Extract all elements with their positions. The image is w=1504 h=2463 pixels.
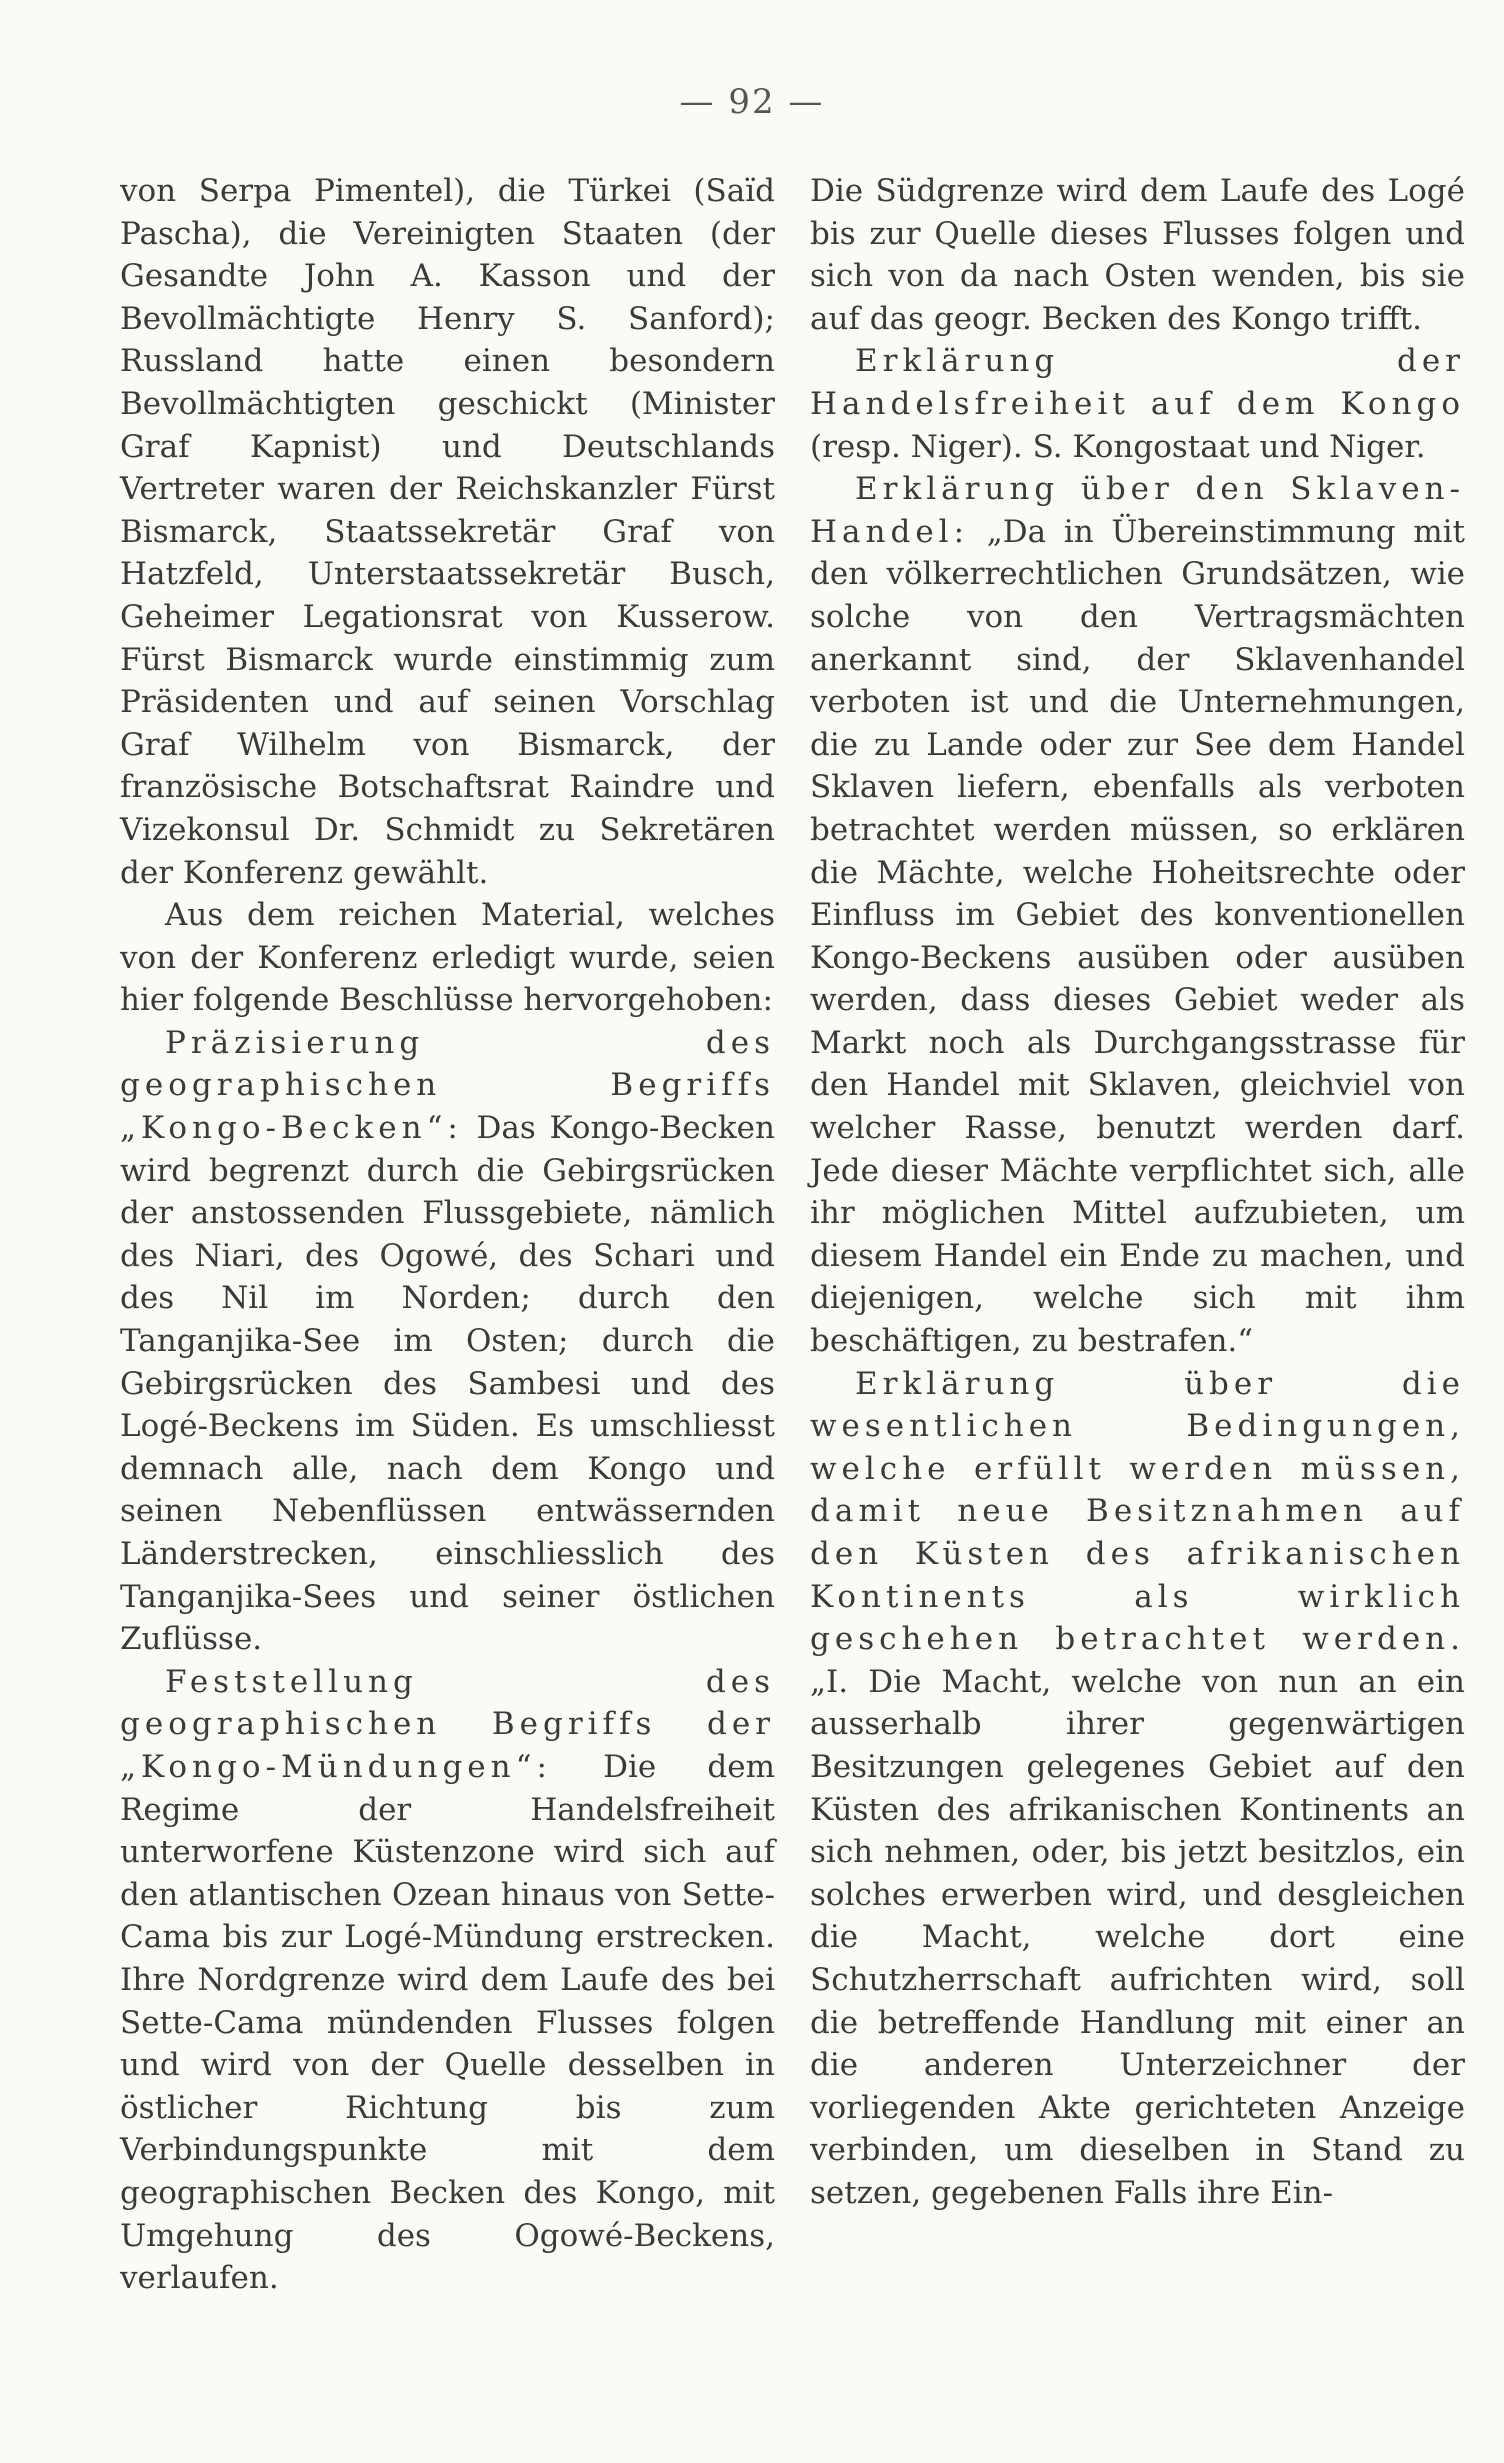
paragraph-lead: Präzisierung des geographischen Begriffs „Kongo-Becken“: bbox=[120, 1024, 775, 1147]
paragraph bbox=[810, 1363, 1465, 2215]
right-column bbox=[810, 170, 1465, 2215]
paragraph-text: Das Kongo-Becken wird begrenzt durch die Gebirgsrücken der anstossenden Flussgebiete, nämlich des Niari, des Ogowé, des Schari und des Nil im Norden; durch den Tanganjika-See im Osten; durch die Gebirgsrücken des Sambesi und des Logé-Beckens im Süden. Es umschliesst demnach alle, nach dem Kongo und seinen Nebenflüssen entwässernden Länderstrecken, einschliesslich des Tanganjika-Sees und seiner östlichen Zuflüsse. bbox=[120, 1110, 775, 1658]
paragraph-lead: Erklärung über die wesentlichen Bedingungen, welche erfüllt werden müssen, damit neue Besitznahmen auf den Küsten des afrikanischen Kontinents als wirklich geschehen betrachtet werden. bbox=[810, 1365, 1465, 1658]
paragraph-text: Die Südgrenze wird dem Laufe des Logé bis zur Quelle dieses Flusses folgen und sich von da nach Osten wenden, bis sie auf das geogr. Becken des Kongo trifft. bbox=[810, 173, 1465, 337]
paragraph bbox=[810, 468, 1465, 1362]
paragraph bbox=[120, 894, 775, 1022]
paragraph-text: Die dem Regime der Handelsfreiheit unterworfene Küstenzone wird sich auf den atlantischen Ozean hinaus von Sette-Cama bis zur Logé-Mündung erstrecken. Ihre Nordgrenze wird dem Laufe des bei Sette-Cama mündenden Flusses folgen und wird von der Quelle desselben in östlicher Richtung bis zum Verbindungspunkte mit dem geographischen Becken des Kongo, mit Umgehung des Ogowé-Beckens, verlaufen. bbox=[120, 1748, 775, 2297]
paragraph bbox=[120, 170, 775, 894]
paragraph-text: von Serpa Pimentel), die Türkei (Saïd Pascha), die Vereinigten Staaten (der Gesandte John A. Kasson und der Bevollmächtigte Henry S. Sanford); Russland hatte einen besondern Bevollmächtigten geschickt (Minister Graf Kapnist) und Deutschlands Vertreter waren der Reichskanzler Fürst Bismarck, Staatssekretär Graf von Hatzfeld, Unterstaatssekretär Busch, Geheimer Legationsrat von Kusserow. Fürst Bismarck wurde einstimmig zum Präsidenten und auf seinen Vorschlag Graf Wilhelm von Bismarck, der französische Botschaftsrat Raindre und Vizekonsul Dr. Schmidt zu Sekretären der Konferenz gewählt. bbox=[120, 173, 775, 891]
paragraph bbox=[810, 170, 1465, 340]
paragraph bbox=[120, 1661, 775, 2300]
paragraph-text: (resp. Niger). S. Kongostaat und Niger. bbox=[810, 428, 1426, 465]
paragraph bbox=[810, 340, 1465, 468]
paragraph-lead: Erklärung der Handelsfreiheit auf dem Kongo bbox=[810, 343, 1465, 422]
paragraph-lead: Erklärung über den Sklaven-Handel: bbox=[810, 471, 1465, 550]
paragraph-text: Aus dem reichen Material, welches von der Konferenz erledigt wurde, seien hier folgende Beschlüsse hervorgehoben: bbox=[120, 897, 775, 1019]
left-column bbox=[120, 170, 775, 2300]
page-number: — 92 — bbox=[679, 82, 825, 122]
paragraph-lead: Feststellung des geographischen Begriffs der „Kongo-Mündungen“: bbox=[120, 1663, 775, 1785]
paragraph-text: „I. Die Macht, welche von nun an ein ausserhalb ihrer gegenwärtigen Besitzungen gelegenes Gebiet auf den Küsten des afrikanischen Kontinents an sich nehmen, oder, bis jetzt besitzlos, ein solches erwerben wird, und desgleichen die Macht, welche dort eine Schutzherrschaft aufrichten wird, soll die betreffende Handlung mit einer an die anderen Unterzeichner der vorliegenden Akte gerichteten Anzeige verbinden, um dieselben in Stand zu setzen, gegebenen Falls ihre Ein- bbox=[810, 1663, 1465, 2211]
paragraph bbox=[120, 1022, 775, 1661]
paragraph-text: „Da in Übereinstimmung mit den völkerrechtlichen Grundsätzen, wie solche von den Vertragsmächten anerkannt sind, der Sklavenhandel verboten ist und die Unternehmungen, die zu Lande oder zur See dem Handel Sklaven liefern, ebenfalls als verboten betrachtet werden müssen, so erklären die Mächte, welche Hoheitsrechte oder Einfluss im Gebiet des konventionellen Kongo-Beckens ausüben oder ausüben werden, dass dieses Gebiet weder als Markt noch als Durchgangsstrasse für den Handel mit Sklaven, gleichviel von welcher Rasse, benutzt werden darf. Jede dieser Mächte verpflichtet sich, alle ihr möglichen Mittel aufzubieten, um diesem Handel ein Ende zu machen, und diejenigen, welche sich mit ihm beschäftigen, zu bestrafen.“ bbox=[810, 513, 1465, 1360]
